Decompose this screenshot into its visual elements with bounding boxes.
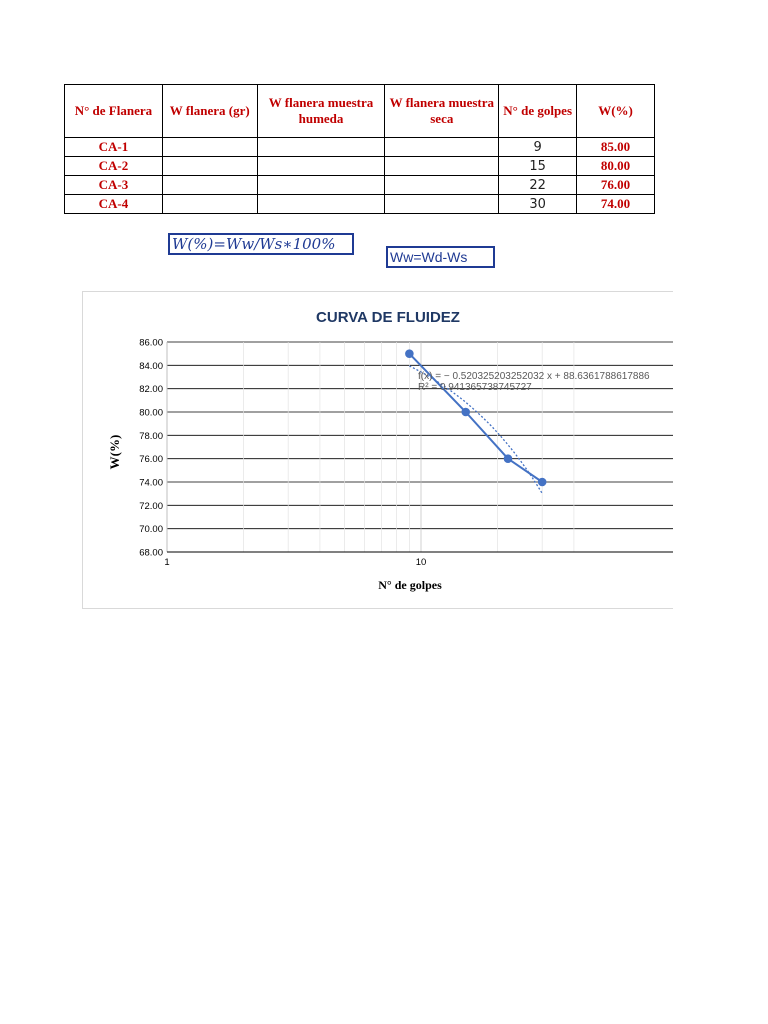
cell-golpes[interactable]: 22	[499, 176, 577, 195]
table-row	[65, 157, 655, 176]
data-point	[406, 350, 414, 358]
header-w-percent: W(%)	[577, 85, 655, 138]
cell-w-humeda[interactable]	[257, 138, 385, 157]
trendline-r2: R² = 0.941365738745727	[418, 382, 532, 393]
y-tick-label: 78.00	[139, 430, 163, 442]
table-row	[65, 138, 655, 157]
data-table	[64, 84, 655, 214]
cell-golpes[interactable]: 9	[499, 138, 577, 157]
cell-id[interactable]: CA-4	[65, 195, 163, 214]
cell-w-seca[interactable]	[385, 138, 499, 157]
cell-id[interactable]: CA-3	[65, 176, 163, 195]
header-w-humeda: W flanera muestra humeda	[257, 85, 385, 138]
data-point	[538, 478, 546, 486]
y-tick-label: 76.00	[139, 454, 163, 466]
cell-w-humeda[interactable]	[257, 157, 385, 176]
header-w-seca: W flanera muestra seca	[385, 85, 499, 138]
chart-title: CURVA DE FLUIDEZ	[316, 309, 460, 326]
flow-curve-chart	[83, 292, 673, 608]
cell-w-humeda[interactable]	[257, 195, 385, 214]
data-point	[462, 408, 470, 416]
cell-w-flanera[interactable]	[162, 138, 257, 157]
header-w-flanera: W flanera (gr)	[162, 85, 257, 138]
moisture-formula[interactable]: W(%)=Ww/Ws∗100%	[168, 233, 354, 255]
data-point	[504, 455, 512, 463]
y-tick-label: 84.00	[139, 360, 163, 372]
cell-w-percent[interactable]: 80.00	[577, 157, 655, 176]
y-tick-label: 86.00	[139, 337, 163, 349]
table-row	[65, 195, 655, 214]
y-tick-label: 74.00	[139, 477, 163, 489]
y-tick-label: 80.00	[139, 407, 163, 419]
cell-w-percent[interactable]: 74.00	[577, 195, 655, 214]
cell-w-seca[interactable]	[385, 176, 499, 195]
cell-w-percent[interactable]: 85.00	[577, 138, 655, 157]
x-tick-label: 1	[164, 557, 170, 568]
cell-w-humeda[interactable]	[257, 176, 385, 195]
cell-w-flanera[interactable]	[162, 157, 257, 176]
y-tick-label: 70.00	[139, 524, 163, 536]
x-axis-label: N° de golpes	[378, 578, 442, 592]
y-tick-label: 72.00	[139, 500, 163, 512]
y-tick-label: 68.00	[139, 547, 163, 559]
header-golpes: N° de golpes	[499, 85, 577, 138]
table-header-row	[65, 85, 655, 138]
cell-id[interactable]: CA-2	[65, 157, 163, 176]
cell-golpes[interactable]: 15	[499, 157, 577, 176]
trendline-equation: f(x) = − 0.520325203252032 x + 88.6361788617886	[418, 371, 650, 382]
cell-w-percent[interactable]: 76.00	[577, 176, 655, 195]
water-weight-formula[interactable]: Ww=Wd-Ws	[386, 246, 495, 268]
table-row	[65, 176, 655, 195]
cell-w-flanera[interactable]	[162, 195, 257, 214]
chart-area[interactable]	[82, 291, 673, 609]
cell-w-seca[interactable]	[385, 195, 499, 214]
cell-golpes[interactable]: 30	[499, 195, 577, 214]
cell-id[interactable]: CA-1	[65, 138, 163, 157]
y-axis-label: W(%)	[107, 434, 122, 470]
cell-w-flanera[interactable]	[162, 176, 257, 195]
y-tick-label: 82.00	[139, 384, 163, 396]
header-flanera: N° de Flanera	[65, 85, 163, 138]
x-tick-label: 10	[415, 557, 427, 568]
cell-w-seca[interactable]	[385, 157, 499, 176]
